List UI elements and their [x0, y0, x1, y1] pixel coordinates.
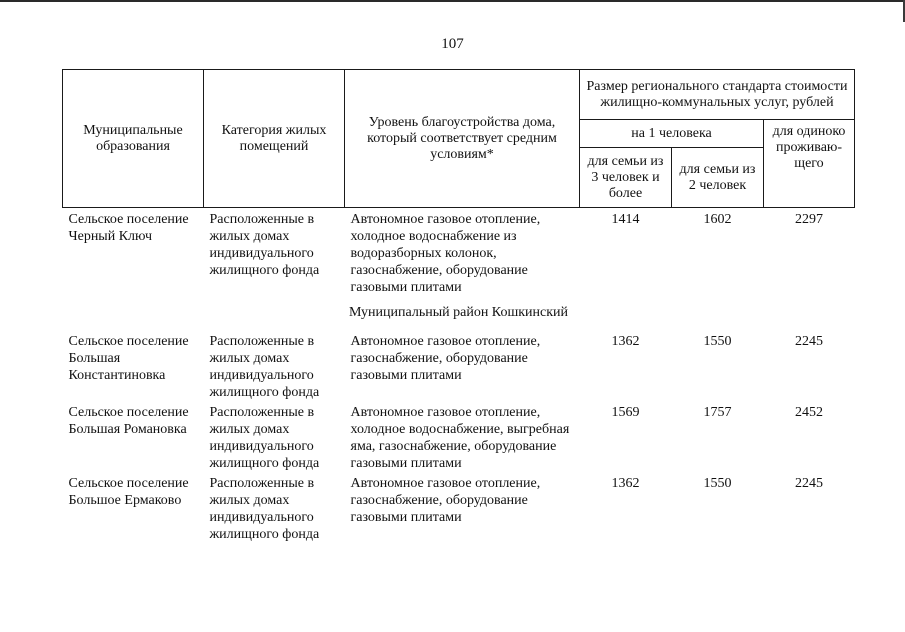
family-3plus-cell: 1362 — [611, 476, 640, 491]
municipality-cell: Сельское поселение Большая Романовка — [68, 405, 189, 437]
header-family-2: для семьи из 2 человек — [672, 148, 764, 208]
housing-cost-standard-table — [62, 69, 855, 546]
header-single: для одиноко проживаю-щего — [764, 120, 855, 208]
header-amenity-level: Уровень благоустройства дома, который соответствует средним условиям* — [345, 70, 580, 208]
housing-category-cell: Расположенные в жилых домах индивидуального жилищного фонда — [209, 476, 320, 542]
amenity-level-cell: Автономное газовое отопление, газоснабжение, оборудование газовыми плитами — [350, 334, 541, 383]
family-2-cell: 1550 — [703, 334, 732, 349]
header-municipality: Муниципальные образования — [63, 70, 204, 208]
municipality-cell: Сельское поселение Черный Ключ — [68, 212, 189, 244]
family-3plus-cell: 1362 — [611, 334, 640, 349]
family-2-cell: 1602 — [703, 212, 732, 227]
header-family-3plus: для семьи из 3 человек и более — [580, 148, 672, 208]
page-number: 107 — [441, 36, 464, 52]
table-row — [63, 208, 855, 297]
table-row — [63, 475, 855, 546]
header-per-person: на 1 человека — [580, 120, 764, 148]
housing-category-cell: Расположенные в жилых домах индивидуального жилищного фонда — [209, 334, 320, 400]
header-housing-category: Категория жилых помещений — [204, 70, 345, 208]
single-cell: 2452 — [795, 405, 823, 420]
amenity-level-cell: Автономное газовое отопление, холодное водоснабжение, выгребная яма, газоснабжение, оборудование газовыми плитами — [350, 405, 570, 471]
housing-category-cell: Расположенные в жилых домах индивидуального жилищного фонда — [209, 405, 320, 471]
header-standard-size: Размер регионального стандарта стоимости жилищно-коммунальных услуг, рублей — [580, 70, 855, 120]
family-3plus-cell: 1414 — [611, 212, 640, 227]
family-3plus-cell: 1569 — [611, 405, 640, 420]
table-row — [63, 404, 855, 475]
municipality-cell: Сельское поселение Большое Ермаково — [68, 476, 189, 508]
amenity-level-cell: Автономное газовое отопление, газоснабжение, оборудование газовыми плитами — [350, 476, 541, 525]
amenity-level-cell: Автономное газовое отопление, холодное водоснабжение из водоразборных колонок, газоснабжение, оборудование газовыми плитами — [350, 212, 541, 295]
single-cell: 2245 — [795, 476, 823, 491]
region-title: Муниципальный район Кошкинский — [348, 305, 569, 320]
family-2-cell: 1757 — [703, 405, 732, 420]
municipality-cell: Сельское поселение Большая Константиновка — [68, 334, 189, 383]
single-cell: 2245 — [795, 334, 823, 349]
table-body — [63, 208, 855, 547]
family-2-cell: 1550 — [703, 476, 732, 491]
single-cell: 2297 — [795, 212, 823, 227]
housing-category-cell: Расположенные в жилых домах индивидуального жилищного фонда — [209, 212, 320, 278]
table-header — [63, 70, 855, 208]
scan-top-edge — [0, 0, 905, 2]
table-row — [63, 331, 855, 404]
region-heading-row — [63, 296, 855, 331]
